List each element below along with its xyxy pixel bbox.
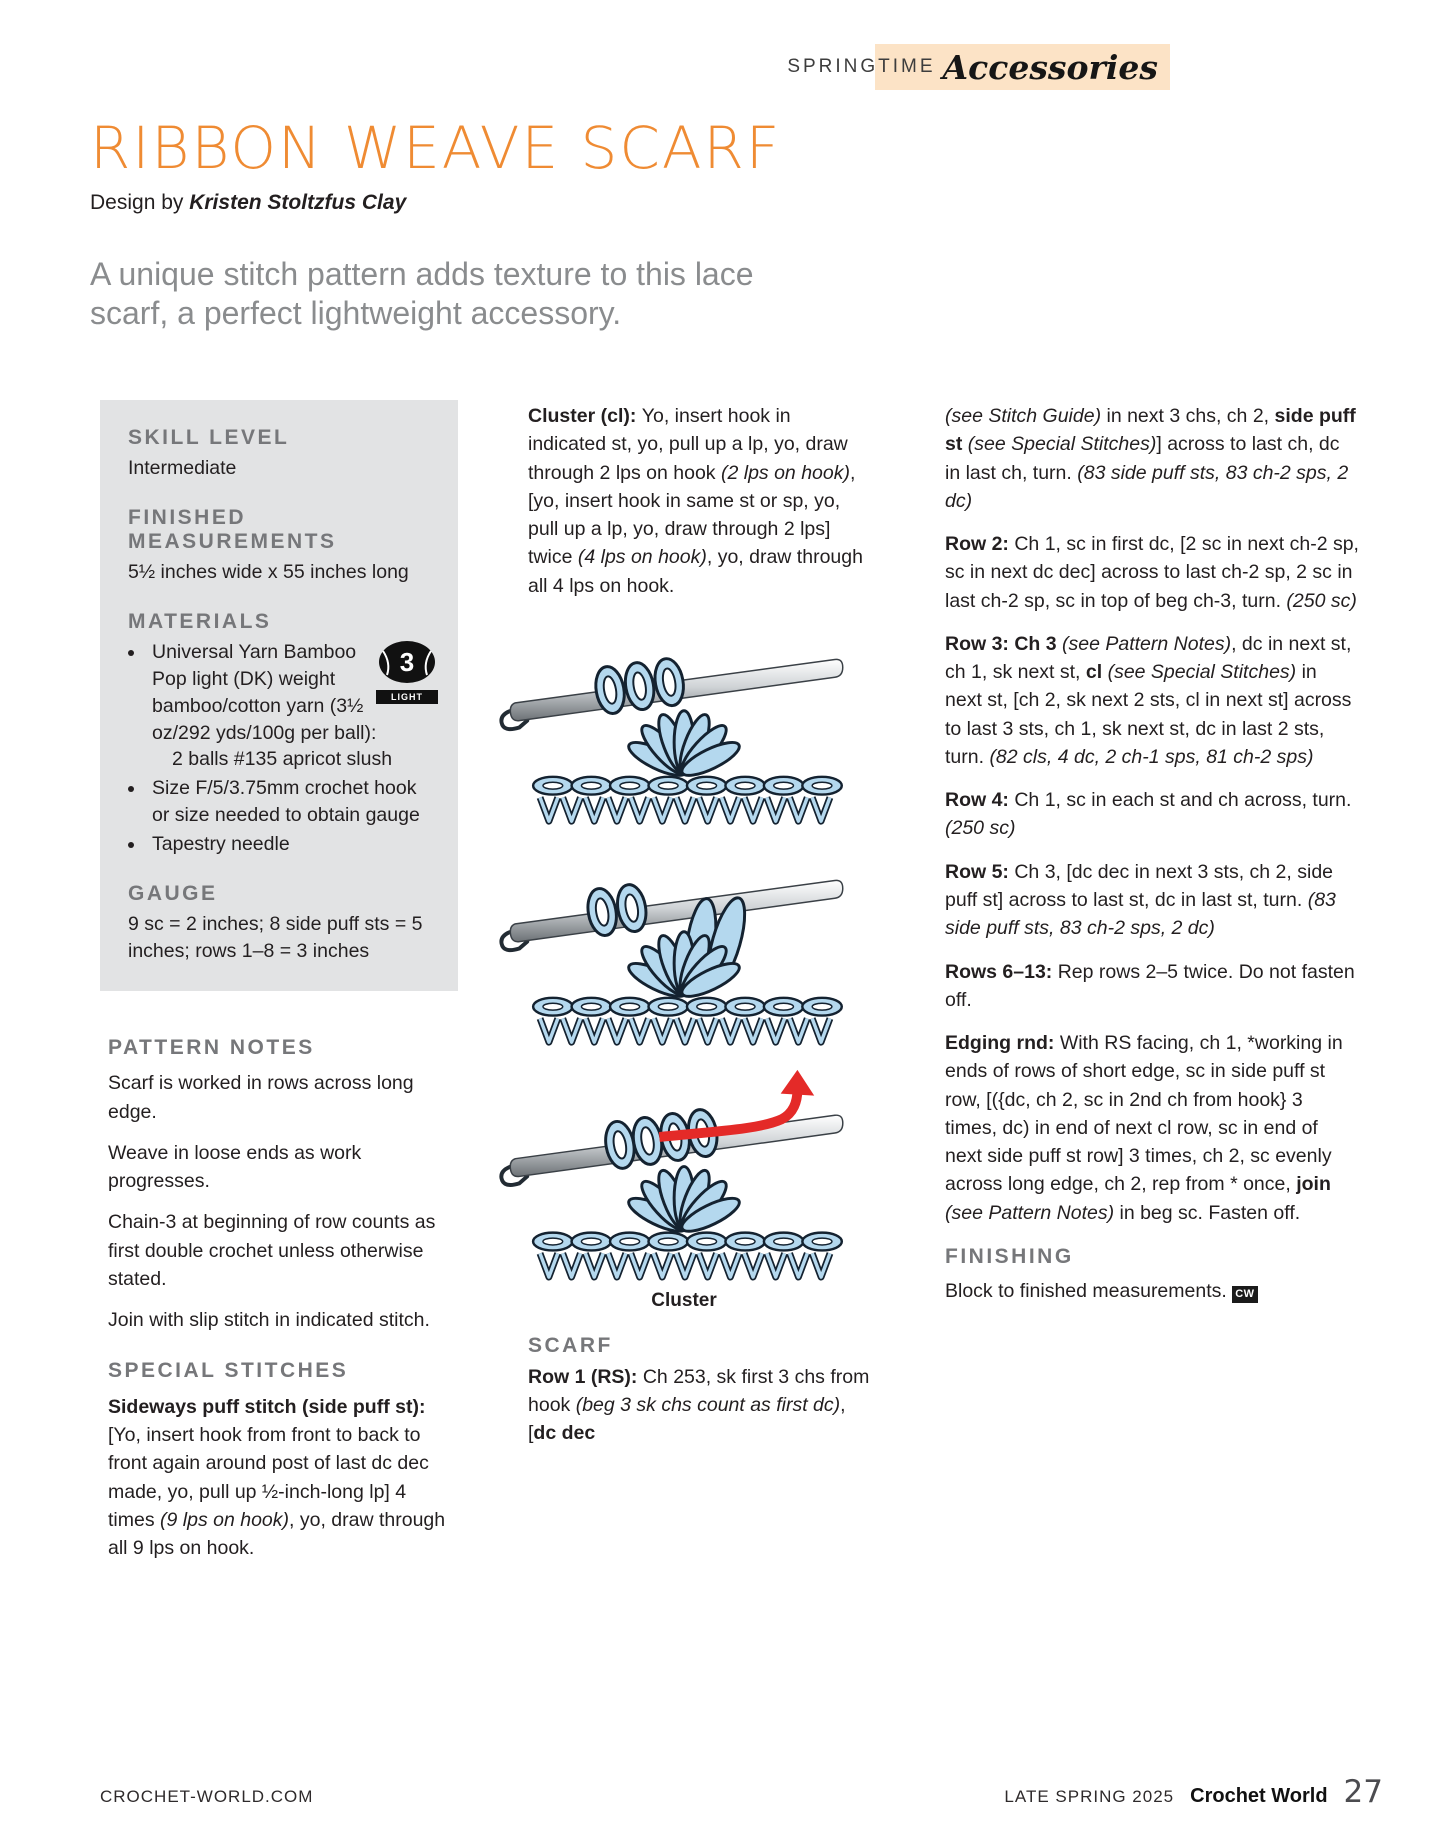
- footer-issue: LATE SPRING 2025: [1004, 1787, 1175, 1806]
- footer-brand: Crochet World: [1190, 1785, 1328, 1807]
- measurements-heading: FINISHED MEASUREMENTS: [128, 505, 337, 553]
- yarn-skein-icon: [377, 639, 437, 685]
- scarf-row-3: Row 3: Ch 3 (see Pattern Notes), dc in next st, ch 1, sk next st, cl (see Special Stitches) in next st, [ch 2, sk next 2 sts, cl in next st] across to last 3 sts, ch 1, sk next st, dc in last 2 sts, turn. (82 cls, 4 dc, 2 ch-1 sps, 81 ch-2 sps): [945, 632, 1352, 768]
- scarf-row-2: Row 2: Ch 1, sc in first dc, [2 sc in next ch-2 sp, sc in next dc dec] across to last ch-2 sp, 2 sc in last ch-2 sp, sc in top of beg ch-3, turn. (250 sc): [945, 533, 1359, 612]
- cluster-step-2-illustration: [488, 843, 880, 1055]
- pattern-note-4: Join with slip stitch in indicated stitch.: [108, 1309, 430, 1332]
- skill-level-heading: SKILL LEVEL: [128, 426, 290, 449]
- badge-springtime-label: SPRINGTIME: [787, 56, 936, 77]
- scarf-edging-round: Edging rnd: With RS facing, ch 1, *working in ends of rows of short edge, sc in side puff st row, [({dc, ch 2, sc in 2nd ch from hook} 3 times, dc) in end of next cl row, sc in end of next side puff st row] 3 times, ch 2, sc evenly across long edge, ch 2, rep from * once, join (see Pattern Notes) in beg sc. Fasten off.: [945, 1032, 1343, 1224]
- diagram-caption: Cluster: [651, 1289, 717, 1311]
- stitch-fabric: [533, 711, 842, 821]
- measurements-value: 5½ inches wide x 55 inches long: [128, 560, 409, 583]
- materials-item-yarn-text: Universal Yarn Bamboo Pop light (DK) weight bamboo/cotton yarn (3½ oz/292 yds/100g per ball):: [152, 640, 377, 744]
- article-title: RIBBON WEAVE SCARF: [90, 114, 782, 182]
- yarn-weight-icon: [376, 639, 438, 704]
- materials-item-hook: [146, 775, 438, 829]
- pattern-info-box: [100, 400, 458, 991]
- right-column: [945, 402, 1359, 1321]
- page-number: 27: [1343, 1774, 1383, 1810]
- materials-item-yarn: [146, 639, 438, 774]
- cw-endmark-icon: CW: [1232, 1286, 1257, 1303]
- scarf-row-1: Row 1 (RS): Ch 253, sk first 3 chs from hook (beg 3 sk chs count as first dc), [dc dec: [528, 1365, 870, 1445]
- footer-website: CROCHET-WORLD.COM: [100, 1787, 314, 1806]
- yarn-weight-label: LIGHT: [376, 690, 438, 704]
- middle-column: [528, 402, 873, 1448]
- pattern-notes: [100, 1033, 458, 1563]
- scarf-heading: SCARF: [528, 1333, 613, 1357]
- cluster-definition: Cluster (cl): Yo, insert hook in indicated st, yo, pull up a lp, yo, draw through 2 lps on hook (2 lps on hook), [yo, insert hook in same st or sp, yo, pull up a lp, yo, draw through 2 lps] twice (4 lps on hook), yo, draw through all 4 lps on hook.: [528, 405, 863, 597]
- scarf-rows-6-13: Rows 6–13: Rep rows 2–5 twice. Do not fasten off.: [945, 960, 1355, 1011]
- measurements-section: [128, 506, 438, 586]
- section-badge: [787, 44, 1170, 90]
- cluster-step-2-svg: [488, 843, 880, 1055]
- gauge-heading: GAUGE: [128, 882, 218, 906]
- cluster-step-1-illustration: [488, 622, 880, 834]
- finishing-heading: FINISHING: [945, 1244, 1074, 1268]
- cluster-step-1-svg: [488, 622, 880, 834]
- scarf-row-1-continued: (see Stitch Guide) in next 3 chs, ch 2, side puff st (see Special Stitches)] across to last ch, dc in last ch, turn. (83 side puff sts, 83 ch-2 sps, 2 dc): [945, 405, 1356, 512]
- stitch-fabric: [533, 932, 842, 1042]
- badge-accessories-label: Accessories: [942, 47, 1158, 87]
- crochet-hook-icon: [501, 880, 842, 950]
- byline: Design by Kristen Stoltzfus Clay: [90, 190, 407, 214]
- footer-right: [1004, 1774, 1383, 1810]
- special-stitches-body: Sideways puff stitch (side puff st): [Yo, insert hook from front to back to front again around post of last dc dec made, yo, pull up ½-inch-long lp] 4 times (9 lps on hook), yo, draw through all 9 lps on hook.: [108, 1395, 446, 1560]
- cluster-step-3-illustration: [488, 1064, 880, 1281]
- pull-up-arrowhead-icon: [781, 1070, 815, 1096]
- special-stitches-heading: SPECIAL STITCHES: [108, 1359, 349, 1383]
- pattern-note-2: Weave in loose ends as work progresses.: [108, 1141, 362, 1193]
- cluster-step-3-svg: [488, 1064, 880, 1281]
- finishing-body: [945, 1277, 1359, 1305]
- gauge-value: 9 sc = 2 inches; 8 side puff sts = 5 inches; rows 1–8 = 3 inches: [128, 913, 423, 962]
- materials-list: [146, 639, 438, 858]
- scarf-row-5: Row 5: Ch 3, [dc dec in next 3 sts, ch 2, side puff st] across to last st, dc in last st, turn. (83 side puff sts, 83 ch-2 sps, 2 dc): [945, 860, 1336, 940]
- materials-heading: MATERIALS: [128, 609, 272, 633]
- pattern-notes-heading: PATTERN NOTES: [108, 1035, 315, 1059]
- skill-level-section: [128, 426, 438, 482]
- materials-item-hook-text: Size F/5/3.75mm crochet hook or size needed to obtain gauge: [152, 777, 420, 827]
- intro-text: A unique stitch pattern adds texture to this lace scarf, a perfect lightweight accessory.: [90, 255, 754, 331]
- stitch-fabric: [533, 1166, 842, 1276]
- pattern-note-3: Chain-3 at beginning of row counts as first double crochet unless otherwise stated.: [108, 1211, 436, 1290]
- gauge-section: [128, 882, 438, 965]
- materials-item-yarn-sub: 2 balls #135 apricot slush: [172, 748, 393, 771]
- materials-item-needle: [146, 831, 438, 858]
- finishing-text: Block to finished measurements.: [945, 1280, 1233, 1303]
- skill-level-value: Intermediate: [128, 457, 237, 479]
- yarn-weight-number: • 3: [399, 646, 415, 677]
- pattern-note-1: Scarf is worked in rows across long edge.: [108, 1072, 414, 1123]
- scarf-row-4: Row 4: Ch 1, sc in each st and ch across, turn. (250 sc): [945, 789, 1352, 840]
- page-footer: [100, 1774, 1383, 1810]
- materials-section: [128, 610, 438, 858]
- materials-item-needle-text: Tapestry needle: [152, 833, 290, 856]
- cluster-diagrams: [488, 622, 880, 1281]
- left-column: [100, 400, 458, 1575]
- masthead: [90, 114, 870, 333]
